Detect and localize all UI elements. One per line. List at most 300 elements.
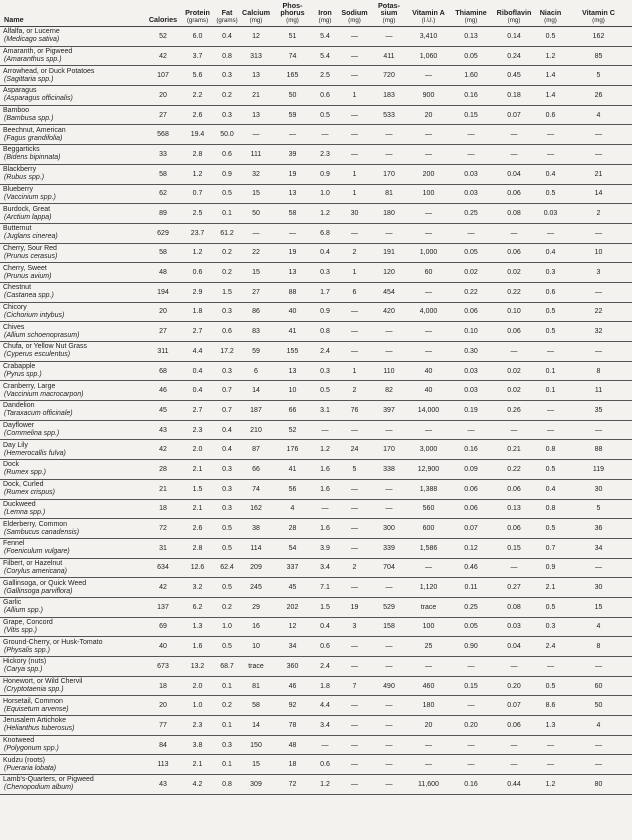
column-header — [215, 0, 239, 27]
value-cell: 114 — [239, 538, 273, 558]
value-cell: 22 — [239, 243, 273, 263]
value-cell: 72 — [146, 519, 180, 539]
column-header — [180, 0, 215, 27]
value-cell: 0.22 — [492, 282, 536, 302]
value-cell: 338 — [371, 460, 407, 480]
value-cell: 12 — [239, 27, 273, 47]
value-cell: 56 — [273, 479, 312, 499]
value-cell: — — [338, 46, 371, 66]
value-cell: 41 — [273, 322, 312, 342]
common-name: Ground-Cherry, or Husk-Tomato — [3, 638, 103, 646]
value-cell: 2.7 — [180, 401, 215, 421]
value-cell: 3.2 — [180, 578, 215, 598]
table-row — [0, 125, 632, 145]
value-cell: 0.03 — [492, 617, 536, 637]
value-cell: 5.4 — [312, 46, 338, 66]
value-cell: — — [407, 420, 450, 440]
plant-name-cell — [0, 420, 146, 440]
plant-name-cell — [0, 263, 146, 283]
value-cell: 397 — [371, 401, 407, 421]
value-cell: 0.05 — [450, 617, 492, 637]
value-cell: 32 — [565, 322, 632, 342]
value-cell: 0.1 — [215, 716, 239, 736]
value-cell: 0.5 — [536, 519, 565, 539]
value-cell: 59 — [273, 105, 312, 125]
value-cell: 1.6 — [312, 479, 338, 499]
scientific-name: (Rubus spp.) — [4, 174, 45, 182]
value-cell: — — [450, 420, 492, 440]
common-name: Cherry, Sour Red — [3, 244, 57, 252]
value-cell: 32 — [239, 164, 273, 184]
value-cell: 18 — [273, 755, 312, 775]
value-cell: 2 — [565, 204, 632, 224]
value-cell: 0.25 — [450, 597, 492, 617]
scientific-name: (Medicago sativa) — [4, 36, 60, 44]
value-cell: 1.3 — [180, 617, 215, 637]
value-cell: 162 — [239, 499, 273, 519]
value-cell: 0.02 — [450, 263, 492, 283]
value-cell: 120 — [371, 263, 407, 283]
scientific-name: (Commelina spp.) — [4, 430, 60, 438]
value-cell: 337 — [273, 558, 312, 578]
table-row — [0, 637, 632, 657]
value-cell: 0.04 — [492, 637, 536, 657]
value-cell: — — [492, 735, 536, 755]
value-cell: 0.15 — [492, 538, 536, 558]
value-cell: 4 — [273, 499, 312, 519]
column-header — [312, 0, 338, 27]
value-cell: 19 — [273, 243, 312, 263]
value-cell: — — [338, 66, 371, 86]
value-cell: 2.0 — [180, 440, 215, 460]
value-cell: 1.2 — [312, 440, 338, 460]
value-cell: 20 — [146, 696, 180, 716]
plant-name-cell — [0, 578, 146, 598]
table-row — [0, 381, 632, 401]
value-cell: 0.05 — [450, 46, 492, 66]
value-cell: — — [338, 519, 371, 539]
value-cell: — — [338, 322, 371, 342]
value-cell: 2.6 — [180, 105, 215, 125]
column-label: Calcium — [242, 8, 270, 18]
value-cell: 38 — [239, 519, 273, 539]
value-cell: 0.3 — [215, 460, 239, 480]
scientific-name: (Castanea spp.) — [4, 292, 54, 300]
value-cell: 4 — [565, 716, 632, 736]
value-cell: — — [338, 637, 371, 657]
value-cell: 0.9 — [215, 164, 239, 184]
value-cell: 180 — [371, 204, 407, 224]
value-cell: 0.20 — [492, 676, 536, 696]
value-cell: 23.7 — [180, 223, 215, 243]
value-cell: 2.2 — [180, 86, 215, 106]
value-cell: 1.2 — [536, 46, 565, 66]
value-cell: — — [565, 125, 632, 145]
value-cell: 0.06 — [492, 479, 536, 499]
scientific-name: (Equisetum arvense) — [4, 705, 69, 713]
value-cell: 3.4 — [312, 558, 338, 578]
value-cell: 58 — [146, 164, 180, 184]
value-cell: 46 — [146, 381, 180, 401]
value-cell: 48 — [273, 735, 312, 755]
value-cell: 0.07 — [492, 105, 536, 125]
value-cell: 14 — [239, 381, 273, 401]
column-unit: (mg) — [464, 17, 478, 24]
scientific-name: (Arctium lappa) — [4, 213, 52, 221]
value-cell: 1,000 — [407, 243, 450, 263]
plant-name-cell — [0, 243, 146, 263]
table-row — [0, 479, 632, 499]
value-cell: — — [371, 479, 407, 499]
column-label: Vitamin A — [412, 8, 445, 18]
table-row — [0, 420, 632, 440]
table-row — [0, 145, 632, 165]
value-cell: 0.5 — [312, 381, 338, 401]
common-name: Horsetail, Common — [3, 697, 63, 705]
value-cell: 45 — [273, 578, 312, 598]
value-cell: 30 — [338, 204, 371, 224]
common-name: Blackberry — [3, 166, 37, 174]
value-cell: — — [371, 322, 407, 342]
value-cell: 43 — [146, 420, 180, 440]
value-cell: 180 — [407, 696, 450, 716]
scientific-name: (Bidens bipinnata) — [4, 154, 61, 162]
value-cell: 77 — [146, 716, 180, 736]
value-cell: 119 — [565, 460, 632, 480]
value-cell: 1,586 — [407, 538, 450, 558]
value-cell: 2.8 — [180, 538, 215, 558]
value-cell: 0.45 — [492, 66, 536, 86]
scientific-name: (Helianthus tuberosus) — [4, 725, 75, 733]
value-cell: 2.3 — [312, 145, 338, 165]
column-header — [338, 0, 371, 27]
value-cell: 0.5 — [312, 105, 338, 125]
value-cell: 28 — [273, 519, 312, 539]
value-cell: 1.0 — [215, 617, 239, 637]
value-cell: — — [407, 204, 450, 224]
column-unit: (mg) — [249, 17, 263, 24]
value-cell: 12 — [273, 617, 312, 637]
value-cell: — — [492, 125, 536, 145]
value-cell: 87 — [239, 440, 273, 460]
value-cell: 21 — [565, 164, 632, 184]
value-cell: 209 — [239, 558, 273, 578]
value-cell: 1.4 — [536, 86, 565, 106]
value-cell: 5 — [338, 460, 371, 480]
value-cell: 0.16 — [450, 86, 492, 106]
value-cell: 3,410 — [407, 27, 450, 47]
value-cell: — — [407, 558, 450, 578]
scientific-name: (Corylus americana) — [4, 567, 68, 575]
value-cell: 0.06 — [492, 716, 536, 736]
value-cell: 0.4 — [536, 164, 565, 184]
value-cell: 89 — [146, 204, 180, 224]
value-cell: 19.4 — [180, 125, 215, 145]
value-cell: 1.8 — [312, 676, 338, 696]
value-cell: 68 — [146, 361, 180, 381]
value-cell: — — [407, 735, 450, 755]
plant-name-cell — [0, 519, 146, 539]
value-cell: 0.06 — [450, 479, 492, 499]
value-cell: 2.1 — [536, 578, 565, 598]
value-cell: 92 — [273, 696, 312, 716]
value-cell: 20 — [146, 86, 180, 106]
value-cell: — — [565, 145, 632, 165]
value-cell: 2.7 — [180, 322, 215, 342]
value-cell: — — [492, 145, 536, 165]
value-cell: 60 — [565, 676, 632, 696]
common-name: Day Lily — [3, 441, 28, 449]
value-cell: 170 — [371, 440, 407, 460]
column-label: Potas-sium — [378, 0, 400, 18]
plant-name-cell — [0, 538, 146, 558]
value-cell: 200 — [407, 164, 450, 184]
value-cell: 21 — [239, 86, 273, 106]
plant-name-cell — [0, 342, 146, 362]
value-cell: 5 — [565, 66, 632, 86]
scientific-name: (Chenopodium album) — [4, 784, 74, 792]
scientific-name: (Hemerocallis fulva) — [4, 449, 66, 457]
value-cell: 1.2 — [312, 204, 338, 224]
value-cell: 2.6 — [180, 519, 215, 539]
column-unit: (I.U.) — [421, 17, 436, 24]
value-cell: 62 — [146, 184, 180, 204]
header-row — [0, 0, 632, 27]
scientific-name: (Allium schoenoprasum) — [4, 331, 80, 339]
value-cell: 0.15 — [450, 105, 492, 125]
table-body — [0, 27, 632, 795]
value-cell: 0.03 — [450, 381, 492, 401]
plant-name-cell — [0, 381, 146, 401]
value-cell: 0.05 — [450, 243, 492, 263]
value-cell: 183 — [371, 86, 407, 106]
value-cell: 42 — [146, 578, 180, 598]
value-cell: 2.3 — [180, 716, 215, 736]
value-cell: — — [450, 755, 492, 775]
value-cell: 35 — [565, 401, 632, 421]
value-cell: 43 — [146, 775, 180, 795]
column-header — [492, 0, 536, 27]
table-row — [0, 361, 632, 381]
value-cell: — — [312, 420, 338, 440]
value-cell: — — [492, 342, 536, 362]
value-cell: 61.2 — [215, 223, 239, 243]
column-header — [407, 0, 450, 27]
value-cell: 0.1 — [536, 361, 565, 381]
value-cell: 62.4 — [215, 558, 239, 578]
value-cell: 0.5 — [536, 460, 565, 480]
value-cell: 0.30 — [450, 342, 492, 362]
value-cell: 0.90 — [450, 637, 492, 657]
value-cell: 52 — [273, 420, 312, 440]
value-cell: 0.9 — [312, 164, 338, 184]
value-cell: 533 — [371, 105, 407, 125]
value-cell: 29 — [239, 597, 273, 617]
value-cell: 4,000 — [407, 302, 450, 322]
value-cell: 0.6 — [312, 755, 338, 775]
value-cell: 34 — [565, 538, 632, 558]
value-cell: 0.3 — [536, 617, 565, 637]
value-cell: 74 — [239, 479, 273, 499]
value-cell: 27 — [239, 282, 273, 302]
value-cell: — — [536, 401, 565, 421]
common-name: Cherry, Sweet — [3, 264, 47, 272]
plant-name-cell — [0, 676, 146, 696]
value-cell: — — [338, 420, 371, 440]
scientific-name: (Cyperus esculentus) — [4, 351, 71, 359]
value-cell: — — [450, 223, 492, 243]
value-cell: — — [407, 322, 450, 342]
value-cell: 50 — [239, 204, 273, 224]
common-name: Dock, Curled — [3, 481, 44, 489]
value-cell: 5 — [565, 499, 632, 519]
common-name: Cranberry, Large — [3, 382, 56, 390]
value-cell: 0.8 — [312, 322, 338, 342]
value-cell: — — [407, 66, 450, 86]
value-cell: — — [565, 223, 632, 243]
value-cell: 420 — [371, 302, 407, 322]
plant-name-cell — [0, 282, 146, 302]
value-cell: 76 — [338, 401, 371, 421]
value-cell: 0.2 — [215, 263, 239, 283]
value-cell: 529 — [371, 597, 407, 617]
value-cell: 0.5 — [215, 538, 239, 558]
value-cell: 3,000 — [407, 440, 450, 460]
value-cell: — — [565, 420, 632, 440]
value-cell: 0.13 — [450, 27, 492, 47]
value-cell: 2.1 — [180, 460, 215, 480]
value-cell: 0.4 — [536, 243, 565, 263]
value-cell: 6 — [239, 361, 273, 381]
value-cell: 27 — [146, 105, 180, 125]
value-cell: — — [492, 558, 536, 578]
value-cell: 0.9 — [312, 302, 338, 322]
value-cell: 50.0 — [215, 125, 239, 145]
column-header — [239, 0, 273, 27]
value-cell: 14 — [565, 184, 632, 204]
scientific-name: (Rumex crispus) — [4, 489, 55, 497]
value-cell: 18 — [146, 499, 180, 519]
value-cell: 41 — [273, 460, 312, 480]
value-cell: 45 — [146, 401, 180, 421]
value-cell: 0.25 — [450, 204, 492, 224]
value-cell: 34 — [273, 637, 312, 657]
value-cell: 0.03 — [450, 184, 492, 204]
plant-name-cell — [0, 479, 146, 499]
value-cell: 86 — [239, 302, 273, 322]
value-cell: 2.1 — [180, 499, 215, 519]
plant-name-cell — [0, 145, 146, 165]
value-cell: 0.02 — [492, 381, 536, 401]
value-cell: 107 — [146, 66, 180, 86]
value-cell: 69 — [146, 617, 180, 637]
scientific-name: (Amaranthus spp.) — [4, 56, 62, 64]
table-row — [0, 27, 632, 47]
value-cell: 155 — [273, 342, 312, 362]
scientific-name: (Carya spp.) — [4, 666, 43, 674]
value-cell: — — [273, 125, 312, 145]
value-cell: 2.3 — [180, 420, 215, 440]
value-cell: 176 — [273, 440, 312, 460]
table-row — [0, 204, 632, 224]
column-unit: (grams) — [186, 17, 209, 24]
value-cell: 634 — [146, 558, 180, 578]
value-cell: 0.26 — [492, 401, 536, 421]
table-row — [0, 302, 632, 322]
scientific-name: (Sagittaria spp.) — [4, 75, 54, 83]
value-cell: — — [338, 755, 371, 775]
value-cell: 1,060 — [407, 46, 450, 66]
value-cell: 16 — [239, 617, 273, 637]
value-cell: 0.5 — [536, 27, 565, 47]
value-cell: — — [338, 538, 371, 558]
value-cell: 1.0 — [180, 696, 215, 716]
value-cell: 7 — [338, 676, 371, 696]
value-cell: 1.0 — [312, 184, 338, 204]
table-row — [0, 184, 632, 204]
common-name: Gallinsoga, or Quick Weed — [3, 579, 87, 587]
value-cell: 2 — [338, 381, 371, 401]
plant-name-cell — [0, 184, 146, 204]
value-cell: 4 — [565, 105, 632, 125]
value-cell: 0.16 — [450, 775, 492, 795]
value-cell: — — [338, 302, 371, 322]
value-cell: 137 — [146, 597, 180, 617]
value-cell: 0.12 — [450, 538, 492, 558]
value-cell: 5.6 — [180, 66, 215, 86]
common-name: Arrowhead, or Duck Potatoes — [3, 67, 95, 75]
value-cell: 2.8 — [180, 145, 215, 165]
scientific-name: (Prunus avium) — [4, 272, 52, 280]
value-cell: 2.5 — [180, 204, 215, 224]
value-cell: — — [371, 755, 407, 775]
plant-name-cell — [0, 86, 146, 106]
table-row — [0, 440, 632, 460]
value-cell: 165 — [273, 66, 312, 86]
value-cell: 74 — [273, 46, 312, 66]
value-cell: 0.3 — [215, 499, 239, 519]
value-cell: — — [338, 145, 371, 165]
column-header — [450, 0, 492, 27]
value-cell: 0.06 — [492, 322, 536, 342]
common-name: Jerusalem Artichoke — [3, 717, 67, 725]
common-name: Burdock, Great — [3, 205, 51, 213]
value-cell: 0.24 — [492, 46, 536, 66]
value-cell: 0.02 — [492, 263, 536, 283]
table-row — [0, 322, 632, 342]
value-cell: 3 — [565, 263, 632, 283]
value-cell: 8.6 — [536, 696, 565, 716]
value-cell: — — [338, 27, 371, 47]
value-cell: trace — [407, 597, 450, 617]
value-cell: 339 — [371, 538, 407, 558]
value-cell: — — [338, 775, 371, 795]
value-cell: 1.4 — [536, 66, 565, 86]
column-unit: (grams) — [216, 17, 238, 24]
value-cell: 25 — [407, 637, 450, 657]
value-cell: 0.46 — [450, 558, 492, 578]
plant-name-cell — [0, 27, 146, 47]
value-cell: 20 — [407, 716, 450, 736]
scientific-name: (Cryptotaenia spp.) — [4, 686, 64, 694]
value-cell: — — [536, 223, 565, 243]
common-name: Chestnut — [3, 284, 32, 292]
value-cell: 3 — [338, 617, 371, 637]
value-cell: 187 — [239, 401, 273, 421]
value-cell: 0.21 — [492, 440, 536, 460]
column-header — [371, 0, 407, 27]
table-row — [0, 263, 632, 283]
